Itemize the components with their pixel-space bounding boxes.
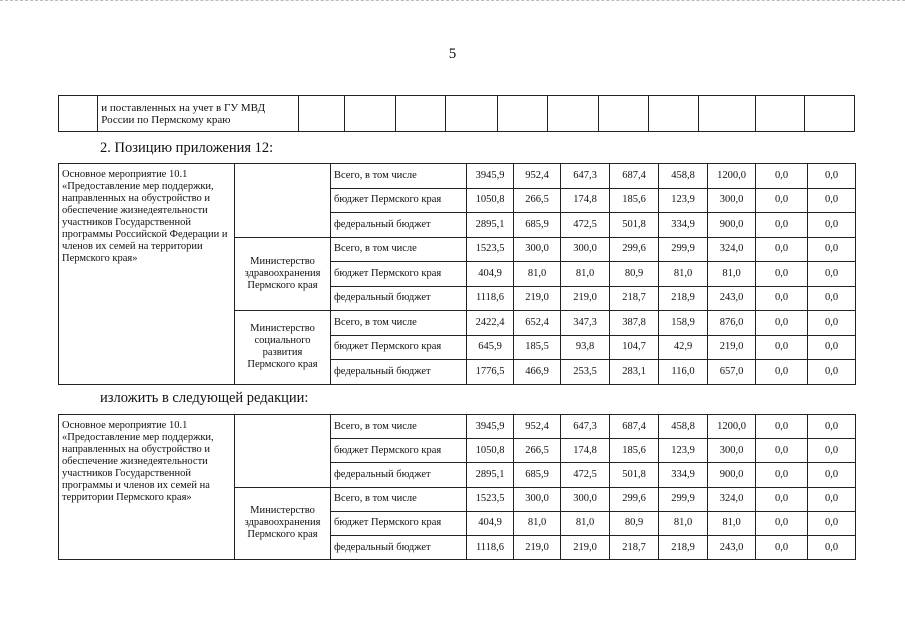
value-cell: 1050,8 <box>467 439 514 463</box>
value-cell: 299,6 <box>610 237 659 262</box>
value-cell: 0,0 <box>808 335 856 360</box>
table-cell <box>598 96 649 132</box>
value-cell: 472,5 <box>561 213 610 238</box>
value-cell: 687,4 <box>610 164 659 189</box>
funding-source-label: федеральный бюджет <box>331 535 467 559</box>
value-cell: 300,0 <box>514 237 561 262</box>
table-cell <box>446 96 498 132</box>
funding-source-label: федеральный бюджет <box>331 286 467 311</box>
value-cell: 685,9 <box>514 463 561 487</box>
executor-cell <box>235 415 331 488</box>
value-cell: 0,0 <box>756 237 808 262</box>
funding-source-label: бюджет Пермского края <box>331 335 467 360</box>
page-number: 5 <box>448 46 457 62</box>
value-cell: 218,7 <box>610 286 659 311</box>
value-cell: 2422,4 <box>467 311 514 336</box>
value-cell: 0,0 <box>808 286 856 311</box>
table-row <box>59 415 856 439</box>
value-cell: 185,5 <box>514 335 561 360</box>
value-cell: 0,0 <box>808 487 856 511</box>
value-cell: 0,0 <box>756 286 808 311</box>
value-cell: 0,0 <box>808 262 856 287</box>
table-new-version <box>58 414 856 560</box>
value-cell: 80,9 <box>610 511 659 535</box>
value-cell: 123,9 <box>659 188 708 213</box>
value-cell: 501,8 <box>610 213 659 238</box>
previous-table-fragment <box>58 95 855 132</box>
value-cell: 0,0 <box>808 439 856 463</box>
value-cell: 0,0 <box>808 360 856 385</box>
value-cell: 0,0 <box>756 262 808 287</box>
value-cell: 174,8 <box>561 439 610 463</box>
value-cell: 81,0 <box>561 262 610 287</box>
measure-description: Основное мероприятие 10.1 «Предоставление мер поддержки, направленных на обустройство и обеспечение жизнедеятельности участников Государственной программы Российской Федерации и членов их семей на территории Пермского края» <box>59 164 235 385</box>
value-cell: 219,0 <box>561 286 610 311</box>
value-cell: 219,0 <box>708 335 756 360</box>
value-cell: 0,0 <box>756 463 808 487</box>
value-cell: 324,0 <box>708 237 756 262</box>
table-cell <box>548 96 599 132</box>
value-cell: 0,0 <box>756 360 808 385</box>
value-cell: 0,0 <box>808 237 856 262</box>
value-cell: 243,0 <box>708 535 756 559</box>
value-cell: 647,3 <box>561 164 610 189</box>
value-cell: 0,0 <box>756 511 808 535</box>
value-cell: 243,0 <box>708 286 756 311</box>
value-cell: 300,0 <box>708 188 756 213</box>
value-cell: 3945,9 <box>467 415 514 439</box>
value-cell: 685,9 <box>514 213 561 238</box>
funding-source-label: Всего, в том числе <box>331 237 467 262</box>
value-cell: 2895,1 <box>467 213 514 238</box>
value-cell: 0,0 <box>756 535 808 559</box>
table-cell <box>755 96 805 132</box>
value-cell: 1523,5 <box>467 487 514 511</box>
value-cell: 472,5 <box>561 463 610 487</box>
value-cell: 1200,0 <box>708 164 756 189</box>
value-cell: 81,0 <box>514 511 561 535</box>
executor-cell: Министерство здравоохранения Пермского края <box>235 487 331 560</box>
value-cell: 334,9 <box>659 213 708 238</box>
value-cell: 900,0 <box>708 213 756 238</box>
table-cell <box>497 96 548 132</box>
table-row <box>59 96 855 132</box>
value-cell: 404,9 <box>467 511 514 535</box>
value-cell: 123,9 <box>659 439 708 463</box>
executor-cell: Министерство здравоохранения Пермского края <box>235 237 331 311</box>
value-cell: 219,0 <box>514 286 561 311</box>
value-cell: 1118,6 <box>467 535 514 559</box>
value-cell: 253,5 <box>561 360 610 385</box>
value-cell: 458,8 <box>659 415 708 439</box>
value-cell: 300,0 <box>561 237 610 262</box>
value-cell: 116,0 <box>659 360 708 385</box>
value-cell: 0,0 <box>808 535 856 559</box>
section-heading-position: 2. Позицию приложения 12: <box>100 140 274 156</box>
value-cell: 0,0 <box>808 463 856 487</box>
value-cell: 185,6 <box>610 188 659 213</box>
value-cell: 1523,5 <box>467 237 514 262</box>
value-cell: 387,8 <box>610 311 659 336</box>
value-cell: 687,4 <box>610 415 659 439</box>
value-cell: 283,1 <box>610 360 659 385</box>
value-cell: 81,0 <box>708 511 756 535</box>
value-cell: 300,0 <box>514 487 561 511</box>
value-cell: 81,0 <box>514 262 561 287</box>
value-cell: 218,7 <box>610 535 659 559</box>
value-cell: 219,0 <box>514 535 561 559</box>
value-cell: 158,9 <box>659 311 708 336</box>
value-cell: 876,0 <box>708 311 756 336</box>
value-cell: 404,9 <box>467 262 514 287</box>
value-cell: 466,9 <box>514 360 561 385</box>
value-cell: 1050,8 <box>467 188 514 213</box>
value-cell: 458,8 <box>659 164 708 189</box>
value-cell: 218,9 <box>659 286 708 311</box>
value-cell: 81,0 <box>659 511 708 535</box>
funding-source-label: федеральный бюджет <box>331 463 467 487</box>
table-cell <box>395 96 446 132</box>
value-cell: 218,9 <box>659 535 708 559</box>
executor-cell: Министерство социального развития Пермского края <box>235 311 331 385</box>
prev-row-text: и поставленных на учет в ГУ МВД России по Пермскому краю <box>98 96 298 132</box>
funding-source-label: Всего, в том числе <box>331 311 467 336</box>
value-cell: 266,5 <box>514 188 561 213</box>
value-cell: 300,0 <box>561 487 610 511</box>
table-cell <box>59 96 98 132</box>
value-cell: 501,8 <box>610 463 659 487</box>
value-cell: 952,4 <box>514 415 561 439</box>
section-heading-new-edition: изложить в следующей редакции: <box>100 390 309 406</box>
executor-cell <box>235 164 331 238</box>
value-cell: 299,9 <box>659 487 708 511</box>
table-old-version <box>58 163 856 385</box>
funding-source-label: федеральный бюджет <box>331 360 467 385</box>
table-cell <box>805 96 855 132</box>
value-cell: 81,0 <box>708 262 756 287</box>
value-cell: 174,8 <box>561 188 610 213</box>
value-cell: 2895,1 <box>467 463 514 487</box>
value-cell: 334,9 <box>659 463 708 487</box>
value-cell: 299,9 <box>659 237 708 262</box>
value-cell: 0,0 <box>808 213 856 238</box>
value-cell: 219,0 <box>561 535 610 559</box>
table-cell <box>344 96 395 132</box>
value-cell: 0,0 <box>808 311 856 336</box>
value-cell: 0,0 <box>808 188 856 213</box>
value-cell: 81,0 <box>659 262 708 287</box>
value-cell: 185,6 <box>610 439 659 463</box>
funding-source-label: бюджет Пермского края <box>331 262 467 287</box>
funding-source-label: бюджет Пермского края <box>331 439 467 463</box>
value-cell: 0,0 <box>756 188 808 213</box>
value-cell: 324,0 <box>708 487 756 511</box>
value-cell: 0,0 <box>808 164 856 189</box>
table-row <box>59 164 856 189</box>
value-cell: 0,0 <box>756 487 808 511</box>
funding-source-label: бюджет Пермского края <box>331 511 467 535</box>
measure-description: Основное мероприятие 10.1 «Предоставление мер поддержки, направленных на обустройство и обеспечение жизнедеятельности участников Государственной программы и членов их семей на территории Пермского края» <box>59 415 235 560</box>
value-cell: 1200,0 <box>708 415 756 439</box>
value-cell: 347,3 <box>561 311 610 336</box>
table-cell <box>699 96 756 132</box>
value-cell: 0,0 <box>756 415 808 439</box>
value-cell: 299,6 <box>610 487 659 511</box>
funding-source-label: Всего, в том числе <box>331 164 467 189</box>
funding-source-label: Всего, в том числе <box>331 487 467 511</box>
value-cell: 0,0 <box>756 213 808 238</box>
table-cell <box>298 96 344 132</box>
value-cell: 645,9 <box>467 335 514 360</box>
value-cell: 0,0 <box>756 311 808 336</box>
value-cell: 0,0 <box>756 439 808 463</box>
funding-source-label: Всего, в том числе <box>331 415 467 439</box>
value-cell: 300,0 <box>708 439 756 463</box>
value-cell: 657,0 <box>708 360 756 385</box>
value-cell: 1118,6 <box>467 286 514 311</box>
table-cell <box>649 96 699 132</box>
value-cell: 104,7 <box>610 335 659 360</box>
value-cell: 0,0 <box>808 511 856 535</box>
value-cell: 93,8 <box>561 335 610 360</box>
value-cell: 81,0 <box>561 511 610 535</box>
value-cell: 952,4 <box>514 164 561 189</box>
scan-top-edge <box>0 0 905 3</box>
value-cell: 647,3 <box>561 415 610 439</box>
funding-source-label: бюджет Пермского края <box>331 188 467 213</box>
funding-source-label: федеральный бюджет <box>331 213 467 238</box>
value-cell: 0,0 <box>756 164 808 189</box>
value-cell: 0,0 <box>756 335 808 360</box>
value-cell: 42,9 <box>659 335 708 360</box>
value-cell: 900,0 <box>708 463 756 487</box>
value-cell: 80,9 <box>610 262 659 287</box>
value-cell: 266,5 <box>514 439 561 463</box>
value-cell: 0,0 <box>808 415 856 439</box>
value-cell: 1776,5 <box>467 360 514 385</box>
value-cell: 3945,9 <box>467 164 514 189</box>
value-cell: 652,4 <box>514 311 561 336</box>
